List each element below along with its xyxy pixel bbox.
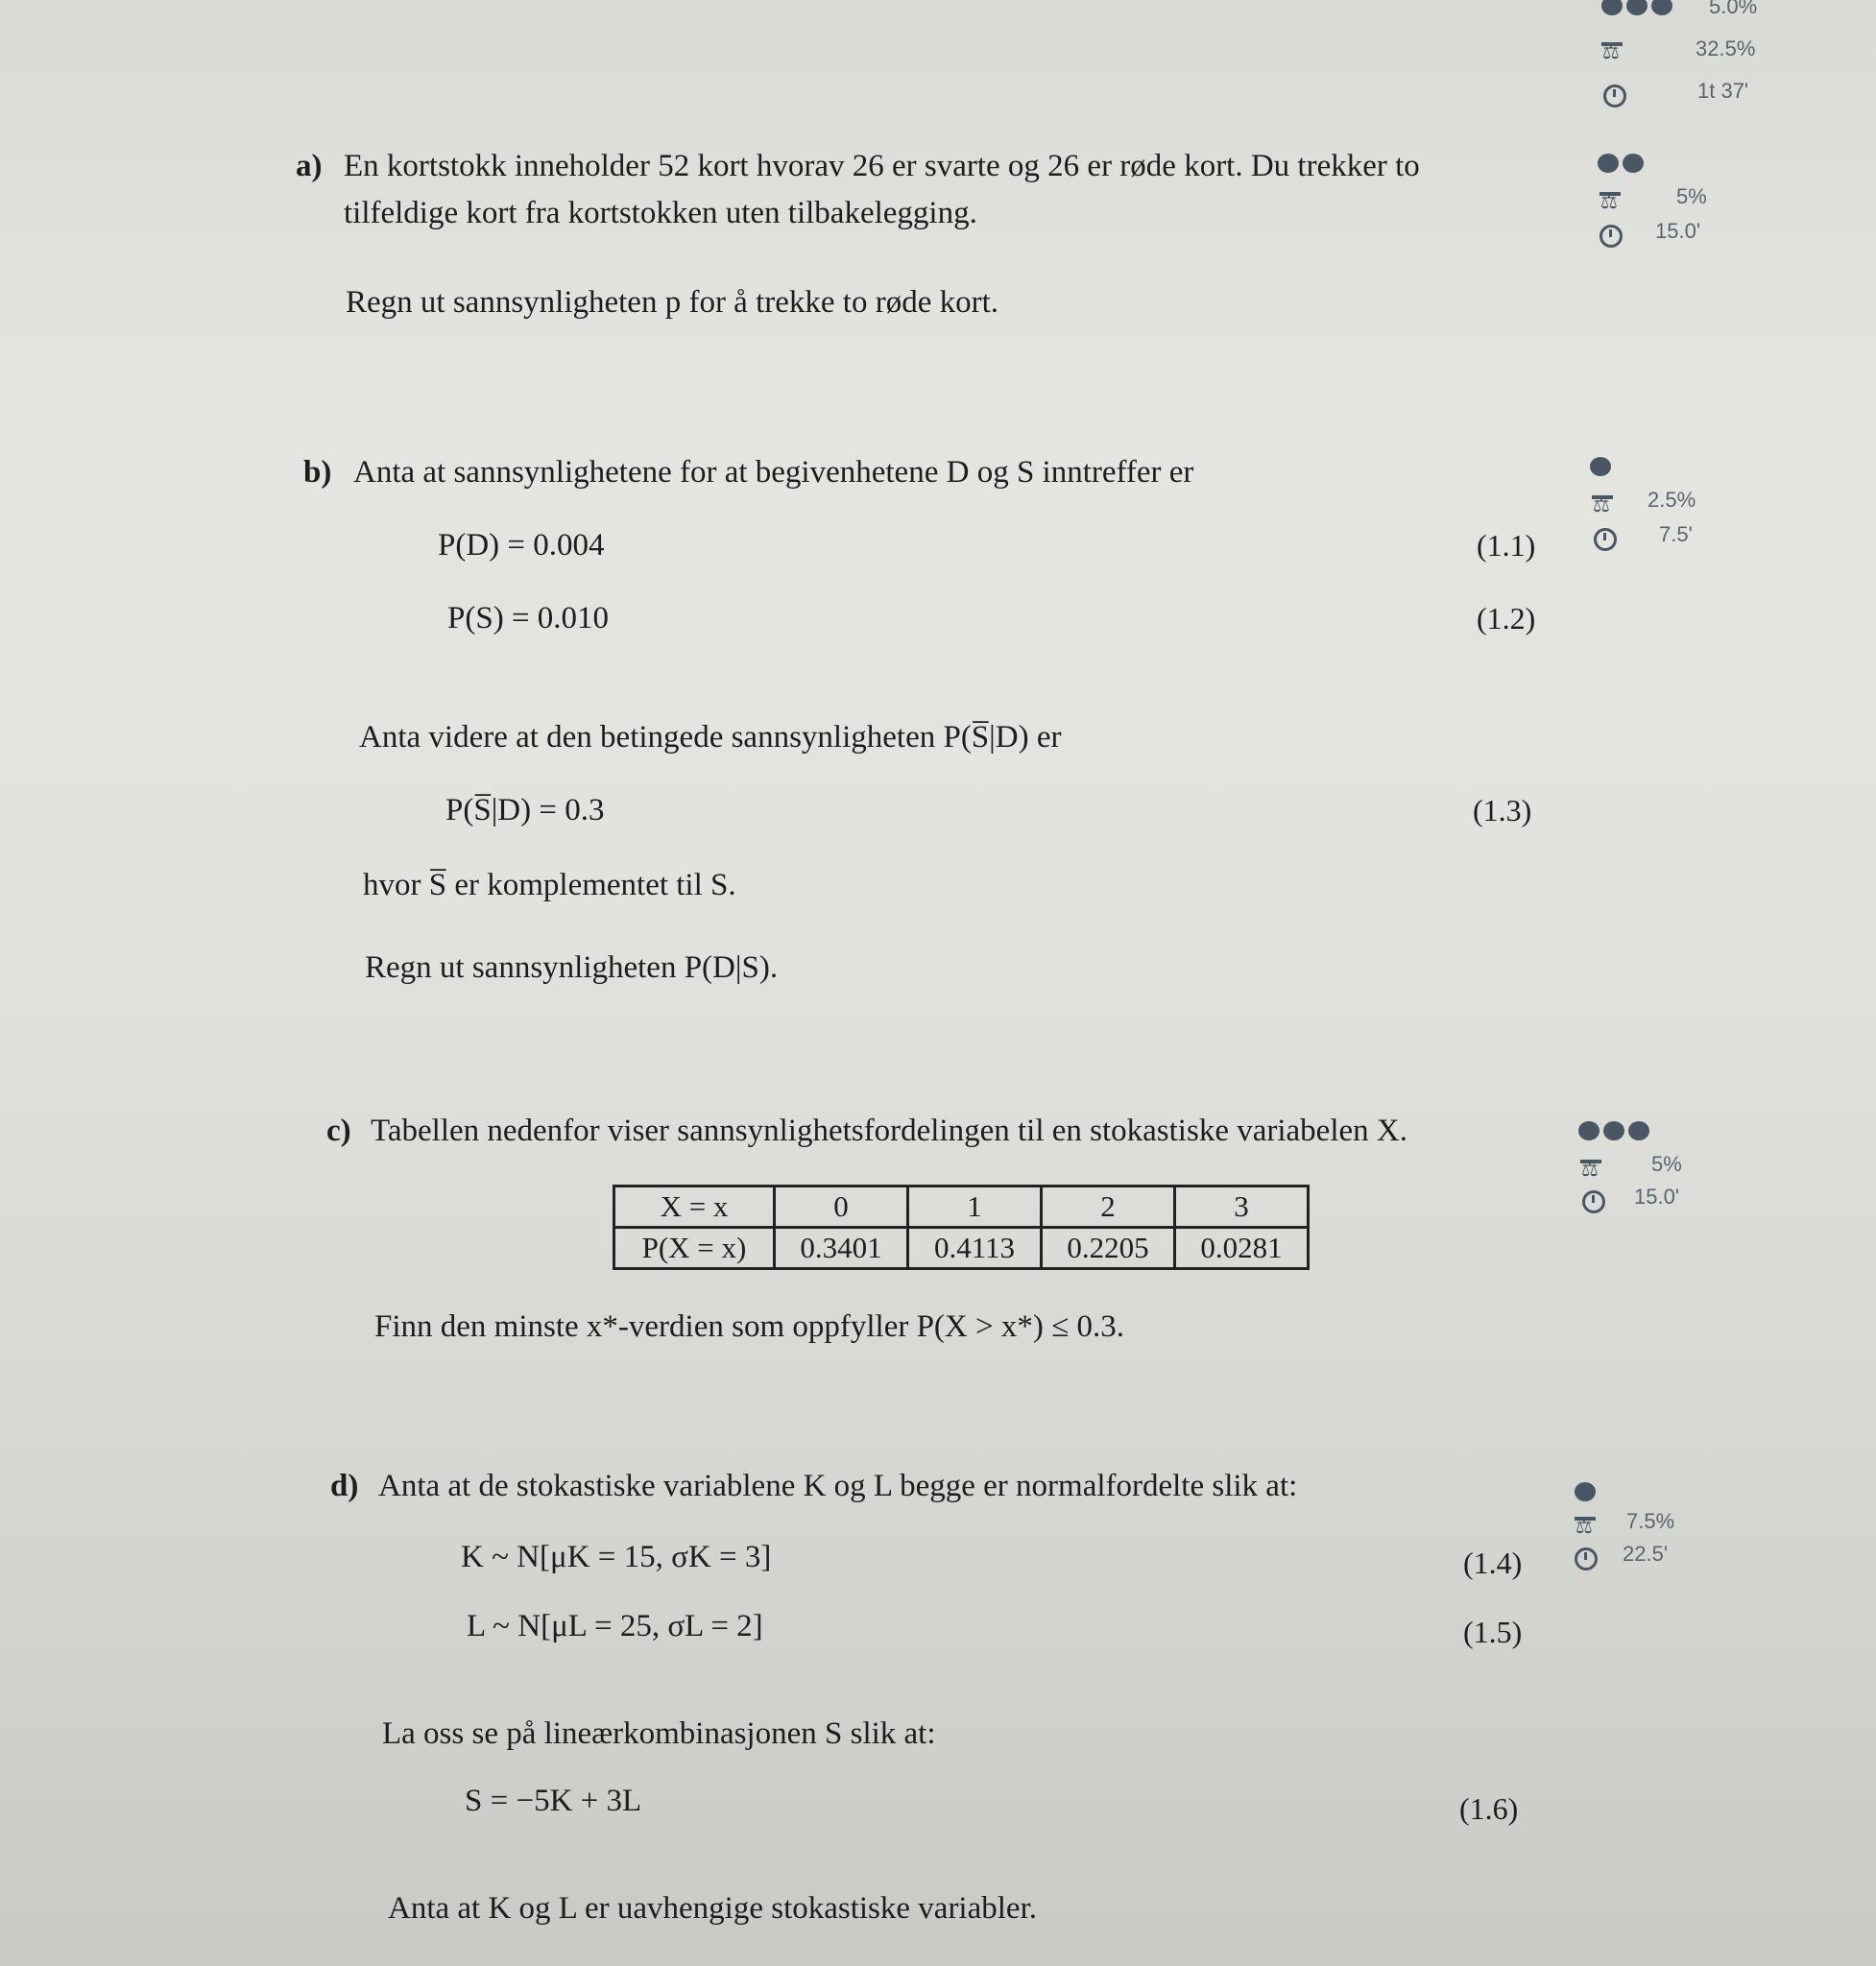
equation-1-3: P(S̅|D) = 0.3	[445, 793, 605, 827]
clock-icon	[1599, 223, 1623, 248]
equation-1-4: K ~ N[μK = 15, σK = 3]	[461, 1540, 772, 1574]
part-a-time: 15.0'	[1655, 219, 1701, 243]
table-header-cell: 0	[775, 1187, 908, 1228]
equation-number-1-5: (1.5)	[1463, 1615, 1523, 1649]
weight-icon	[1590, 492, 1615, 516]
weight-icon	[1599, 38, 1624, 63]
equation-number-1-3: (1.3)	[1473, 793, 1532, 827]
difficulty-dot-icon	[1598, 154, 1619, 173]
part-b-intro: Anta at sannsynlighetene for at begivenhetene D og S inntreffer er	[353, 455, 1194, 490]
equation-1-5: L ~ N[μL = 25, σL = 2]	[467, 1609, 763, 1643]
part-b-time: 7.5'	[1659, 522, 1693, 546]
table-row	[614, 1228, 1309, 1269]
weight-icon	[1598, 188, 1623, 213]
clock-icon	[1582, 1188, 1605, 1213]
difficulty-dot-icon	[1623, 154, 1644, 173]
equation-number-1-2: (1.2)	[1477, 601, 1536, 635]
equation-number-1-6: (1.6)	[1459, 1791, 1519, 1826]
part-d-difficulty	[1575, 1482, 1596, 1501]
part-a-text-line1: En kortstokk inneholder 52 kort hvorav 26 er svarte og 26 er røde kort. Du trekker to	[344, 149, 1420, 183]
difficulty-dot-icon	[1578, 1121, 1599, 1140]
difficulty-dot-icon	[1603, 1121, 1624, 1140]
equation-1-1: P(D) = 0.004	[438, 528, 605, 563]
part-b-complement: hvor S̅ er komplementet til S.	[363, 868, 736, 902]
part-d-time: 22.5'	[1623, 1542, 1669, 1566]
part-a-weight: 5%	[1676, 184, 1707, 208]
table-header-cell: X = x	[614, 1187, 775, 1228]
header-weight: 32.5%	[1696, 36, 1756, 60]
equation-1-2: P(S) = 0.010	[447, 601, 610, 635]
equation-number-1-1: (1.1)	[1477, 528, 1536, 563]
weight-icon	[1573, 1513, 1598, 1538]
part-b-weight: 2.5%	[1648, 488, 1696, 512]
equation-1-6: S = −5K + 3L	[465, 1784, 642, 1818]
difficulty-dot-icon	[1628, 1121, 1649, 1140]
difficulty-dot-icon	[1651, 0, 1672, 15]
part-a-question: Regn ut sannsynligheten p for å trekke to røde kort.	[346, 285, 998, 320]
difficulty-dot-icon	[1626, 0, 1648, 15]
part-b-question: Regn ut sannsynligheten P(D|S).	[365, 950, 779, 985]
part-d-assumption: Anta at K og L er uavhengige stokastiske variabler.	[388, 1891, 1037, 1926]
part-a-difficulty	[1598, 154, 1644, 173]
clock-icon	[1603, 83, 1626, 108]
table-cell: 0.0281	[1175, 1228, 1309, 1269]
header-difficulty-dots	[1601, 0, 1672, 15]
part-b-conditional-intro: Anta videre at den betingede sannsynligheten P(S̅|D) er	[359, 720, 1062, 755]
part-c-label: c)	[326, 1114, 351, 1148]
table-header-cell: 2	[1042, 1187, 1175, 1228]
table-header-cell: 1	[908, 1187, 1042, 1228]
table-header-cell: 3	[1175, 1187, 1309, 1228]
clock-icon	[1594, 526, 1617, 551]
equation-number-1-4: (1.4)	[1463, 1546, 1523, 1580]
table-cell: 0.2205	[1042, 1228, 1175, 1269]
header-time: 1t 37'	[1697, 79, 1749, 103]
table-cell: 0.3401	[775, 1228, 908, 1269]
part-b-difficulty	[1590, 457, 1611, 476]
difficulty-dot-icon	[1590, 457, 1611, 476]
part-d-intro: Anta at de stokastiske variablene K og L begge er normalfordelte slik at:	[378, 1469, 1298, 1503]
part-c-difficulty	[1578, 1121, 1649, 1140]
part-c-weight: 5%	[1651, 1152, 1682, 1176]
table-cell: P(X = x)	[614, 1228, 775, 1269]
table-cell: 0.4113	[908, 1228, 1042, 1269]
table-row	[614, 1187, 1309, 1228]
distribution-table	[613, 1185, 1310, 1270]
part-a-label: a)	[296, 149, 323, 183]
part-b-label: b)	[303, 455, 332, 490]
difficulty-dot-icon	[1575, 1482, 1596, 1501]
clock-icon	[1575, 1546, 1598, 1570]
part-d-label: d)	[330, 1469, 359, 1503]
part-c-question: Finn den minste x*-verdien som oppfyller P(X > x*) ≤ 0.3.	[374, 1309, 1124, 1344]
header-percent: 5.0%	[1709, 0, 1758, 18]
part-c-time: 15.0'	[1634, 1185, 1680, 1209]
weight-icon	[1578, 1156, 1603, 1181]
part-a-text-line2: tilfeldige kort fra kortstokken uten tilbakelegging.	[344, 196, 977, 230]
part-d-linear-intro: La oss se på lineærkombinasjonen S slik at:	[382, 1716, 936, 1751]
difficulty-dot-icon	[1601, 0, 1623, 15]
part-d-weight: 7.5%	[1626, 1509, 1675, 1533]
part-c-intro: Tabellen nedenfor viser sannsynlighetsfordelingen til en stokastiske variabelen X.	[371, 1114, 1407, 1148]
